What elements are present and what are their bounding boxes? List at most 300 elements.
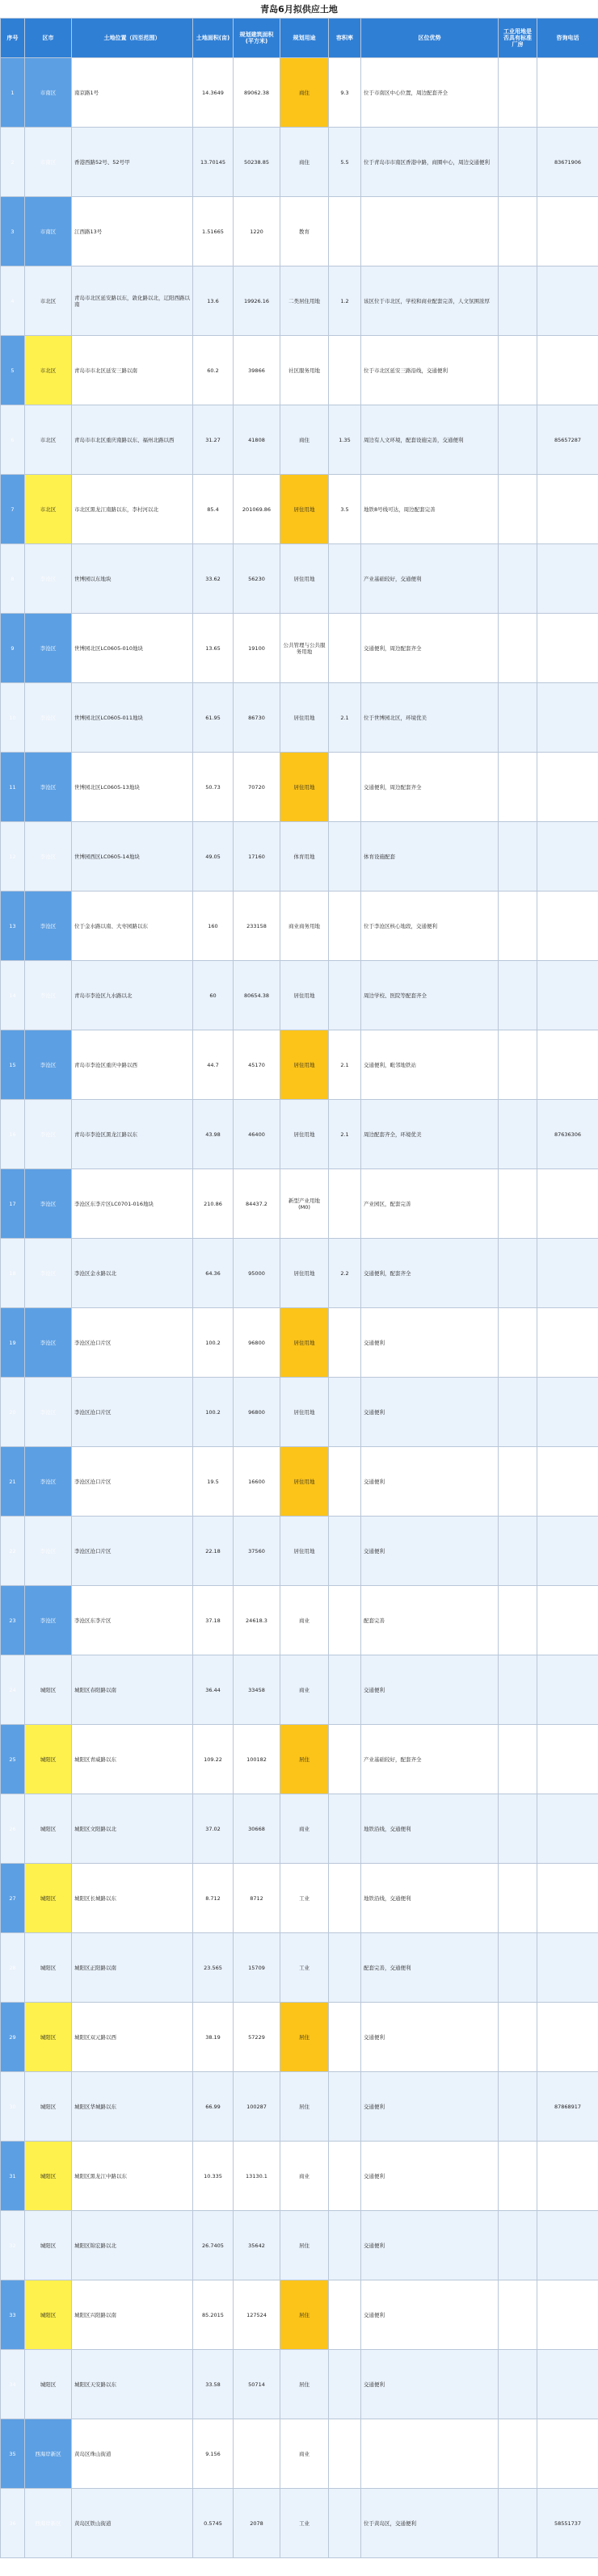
standard-plant-cell — [499, 2072, 537, 2142]
table-row — [1, 2142, 598, 2211]
table-row — [1, 1655, 598, 1725]
standard-plant-cell — [499, 1794, 537, 1864]
advantage-cell: 交通便利 — [361, 2142, 499, 2211]
location-cell: 李沧区沧口片区 — [72, 1517, 193, 1586]
standard-plant-cell — [499, 1447, 537, 1517]
land-use-cell: 居住 — [280, 2211, 329, 2280]
table-row — [1, 266, 598, 336]
advantage-cell: 位于青岛市市南区香港中路，商圈中心，周边交通便利 — [361, 128, 499, 197]
district-cell: 市南区 — [25, 58, 72, 128]
row-number: 10 — [1, 683, 25, 753]
gfa-cell: 30668 — [234, 1794, 280, 1864]
location-cell: 青岛市李沧区黑龙江路以东 — [72, 1100, 193, 1169]
district-cell: 李沧区 — [25, 614, 72, 683]
far-cell — [329, 1933, 361, 2003]
district-cell: 市南区 — [25, 128, 72, 197]
gfa-cell: 8712 — [234, 1864, 280, 1933]
district-cell: 李沧区 — [25, 683, 72, 753]
location-cell: 李沧区金水路以北 — [72, 1239, 193, 1308]
gfa-cell: 84437.2 — [234, 1169, 280, 1239]
far-cell: 3.5 — [329, 475, 361, 544]
advantage-cell: 交通便利 — [361, 2003, 499, 2072]
area-cell: 10.335 — [193, 2142, 234, 2211]
land-use-cell: 教育 — [280, 197, 329, 266]
far-cell — [329, 2003, 361, 2072]
row-number: 17 — [1, 1169, 25, 1239]
area-cell: 0.5745 — [193, 2489, 234, 2558]
row-number: 29 — [1, 2003, 25, 2072]
area-cell: 66.99 — [193, 2072, 234, 2142]
location-cell: 黄岛区珠山街道 — [72, 2419, 193, 2489]
standard-plant-cell — [499, 1517, 537, 1586]
gfa-cell: 100287 — [234, 2072, 280, 2142]
area-cell: 210.86 — [193, 1169, 234, 1239]
land-use-cell: 居住 — [280, 2003, 329, 2072]
area-cell: 23.565 — [193, 1933, 234, 2003]
standard-plant-cell — [499, 58, 537, 128]
land-use-cell: 居住用地 — [280, 1030, 329, 1100]
table-row — [1, 1864, 598, 1933]
phone-cell — [537, 2142, 598, 2211]
row-number: 27 — [1, 1864, 25, 1933]
advantage-cell: 该区位于市北区，学校和商业配套完善，人文氛围浓厚 — [361, 266, 499, 336]
area-cell: 8.712 — [193, 1864, 234, 1933]
area-cell: 64.36 — [193, 1239, 234, 1308]
far-cell — [329, 1794, 361, 1864]
area-cell: 37.02 — [193, 1794, 234, 1864]
phone-cell — [537, 1864, 598, 1933]
district-cell: 城阳区 — [25, 2072, 72, 2142]
row-number: 5 — [1, 336, 25, 405]
district-cell: 李沧区 — [25, 1308, 72, 1378]
district-cell: 市北区 — [25, 475, 72, 544]
far-cell — [329, 2280, 361, 2350]
phone-cell — [537, 475, 598, 544]
location-cell: 城阳区兴阳路以南 — [72, 2280, 193, 2350]
row-number: 6 — [1, 405, 25, 475]
row-number: 35 — [1, 2419, 25, 2489]
row-number: 11 — [1, 753, 25, 822]
area-cell: 36.44 — [193, 1655, 234, 1725]
advantage-cell: 交通便利 — [361, 1308, 499, 1378]
table-row — [1, 1725, 598, 1794]
district-cell: 城阳区 — [25, 2142, 72, 2211]
location-cell: 城阳区锦宏路以北 — [72, 2211, 193, 2280]
row-number: 2 — [1, 128, 25, 197]
far-cell — [329, 2211, 361, 2280]
gfa-cell: 45170 — [234, 1030, 280, 1100]
row-number: 7 — [1, 475, 25, 544]
land-use-cell: 居住 — [280, 1725, 329, 1794]
district-cell: 城阳区 — [25, 1794, 72, 1864]
area-cell: 22.18 — [193, 1517, 234, 1586]
gfa-cell: 57229 — [234, 2003, 280, 2072]
gfa-cell: 16600 — [234, 1447, 280, 1517]
land-use-cell: 居住用地 — [280, 683, 329, 753]
phone-cell: 83671906 — [537, 128, 598, 197]
far-cell — [329, 1169, 361, 1239]
table-header-row — [1, 19, 598, 58]
gfa-cell: 96800 — [234, 1308, 280, 1378]
row-number: 21 — [1, 1447, 25, 1517]
standard-plant-cell — [499, 197, 537, 266]
advantage-cell: 产业基础较好，配套齐全 — [361, 1725, 499, 1794]
gfa-cell: 80654.38 — [234, 961, 280, 1030]
standard-plant-cell — [499, 2489, 537, 2558]
table-row — [1, 2072, 598, 2142]
area-cell: 33.58 — [193, 2350, 234, 2419]
table-row — [1, 1794, 598, 1864]
far-cell: 9.3 — [329, 58, 361, 128]
advantage-cell: 产业园区，配套完善 — [361, 1169, 499, 1239]
gfa-cell: 39866 — [234, 336, 280, 405]
phone-cell — [537, 614, 598, 683]
standard-plant-cell — [499, 475, 537, 544]
far-cell — [329, 1725, 361, 1794]
standard-plant-cell — [499, 1239, 537, 1308]
district-cell: 城阳区 — [25, 1655, 72, 1725]
column-header: 区位优势 — [361, 19, 499, 58]
advantage-cell: 交通便利 — [361, 2350, 499, 2419]
standard-plant-cell — [499, 1586, 537, 1655]
row-number: 4 — [1, 266, 25, 336]
land-use-cell: 居住 — [280, 2350, 329, 2419]
row-number: 8 — [1, 544, 25, 614]
land-use-cell: 居住用地 — [280, 1447, 329, 1517]
area-cell: 44.7 — [193, 1030, 234, 1100]
standard-plant-cell — [499, 128, 537, 197]
gfa-cell: 50714 — [234, 2350, 280, 2419]
land-table — [0, 18, 598, 2558]
gfa-cell: 46400 — [234, 1100, 280, 1169]
advantage-cell: 交通便利，配套齐全 — [361, 1239, 499, 1308]
location-cell: 城阳区长城路以东 — [72, 1864, 193, 1933]
area-cell: 85.4 — [193, 475, 234, 544]
location-cell: 江西路13号 — [72, 197, 193, 266]
phone-cell — [537, 197, 598, 266]
table-row — [1, 1517, 598, 1586]
gfa-cell — [234, 2419, 280, 2489]
gfa-cell: 15709 — [234, 1933, 280, 2003]
table-row — [1, 2350, 598, 2419]
column-header: 咨询电话 — [537, 19, 598, 58]
advantage-cell: 交通便利，毗邻地铁站 — [361, 1030, 499, 1100]
far-cell — [329, 1864, 361, 1933]
table-body — [1, 58, 598, 2558]
location-cell: 青岛市市北区延安三路以南 — [72, 336, 193, 405]
phone-cell — [537, 2419, 598, 2489]
column-header: 容积率 — [329, 19, 361, 58]
phone-cell — [537, 266, 598, 336]
area-cell: 9.156 — [193, 2419, 234, 2489]
table-row — [1, 475, 598, 544]
gfa-cell: 201069.86 — [234, 475, 280, 544]
district-cell: 市北区 — [25, 405, 72, 475]
gfa-cell: 2078 — [234, 2489, 280, 2558]
phone-cell — [537, 544, 598, 614]
phone-cell — [537, 892, 598, 961]
area-cell: 38.19 — [193, 2003, 234, 2072]
phone-cell — [537, 1655, 598, 1725]
location-cell: 李沧区东李片区 — [72, 1586, 193, 1655]
gfa-cell: 56230 — [234, 544, 280, 614]
phone-cell — [537, 683, 598, 753]
standard-plant-cell — [499, 1030, 537, 1100]
location-cell: 青岛市北区延安路以东，敦化路以北，辽阳西路以南 — [72, 266, 193, 336]
district-cell: 城阳区 — [25, 2211, 72, 2280]
table-row — [1, 128, 598, 197]
standard-plant-cell — [499, 2211, 537, 2280]
far-cell — [329, 892, 361, 961]
advantage-cell: 交通便利 — [361, 2211, 499, 2280]
row-number: 3 — [1, 197, 25, 266]
advantage-cell: 周边学校、医院等配套齐全 — [361, 961, 499, 1030]
standard-plant-cell — [499, 1933, 537, 2003]
far-cell — [329, 544, 361, 614]
far-cell — [329, 1378, 361, 1447]
far-cell: 5.5 — [329, 128, 361, 197]
advantage-cell: 位于李沧区核心地段，交通便利 — [361, 892, 499, 961]
area-cell: 1.51665 — [193, 197, 234, 266]
district-cell: 城阳区 — [25, 2350, 72, 2419]
area-cell: 37.18 — [193, 1586, 234, 1655]
column-header: 工业用地是否具有标准厂房 — [499, 19, 537, 58]
district-cell: 李沧区 — [25, 1030, 72, 1100]
standard-plant-cell — [499, 2142, 537, 2211]
location-cell: 黄岛区铁山街道 — [72, 2489, 193, 2558]
gfa-cell: 37560 — [234, 1517, 280, 1586]
gfa-cell: 233158 — [234, 892, 280, 961]
column-header: 规划用途 — [280, 19, 329, 58]
standard-plant-cell — [499, 892, 537, 961]
phone-cell — [537, 961, 598, 1030]
row-number: 36 — [1, 2489, 25, 2558]
district-cell: 李沧区 — [25, 1169, 72, 1239]
row-number: 15 — [1, 1030, 25, 1100]
location-cell: 城阳区春阳路以南 — [72, 1655, 193, 1725]
table-row — [1, 1100, 598, 1169]
phone-cell — [537, 1239, 598, 1308]
gfa-cell: 50238.85 — [234, 128, 280, 197]
location-cell: 世博园以东地块 — [72, 544, 193, 614]
standard-plant-cell — [499, 1864, 537, 1933]
far-cell — [329, 614, 361, 683]
advantage-cell: 交通便利 — [361, 1655, 499, 1725]
row-number: 12 — [1, 822, 25, 892]
table-row — [1, 1030, 598, 1100]
table-row — [1, 1933, 598, 2003]
land-use-cell: 工业 — [280, 1864, 329, 1933]
land-use-cell: 居住用地 — [280, 753, 329, 822]
row-number: 34 — [1, 2350, 25, 2419]
table-row — [1, 1586, 598, 1655]
far-cell — [329, 1517, 361, 1586]
row-number: 31 — [1, 2142, 25, 2211]
land-use-cell: 居住用地 — [280, 961, 329, 1030]
district-cell: 城阳区 — [25, 1725, 72, 1794]
far-cell — [329, 2489, 361, 2558]
gfa-cell: 70720 — [234, 753, 280, 822]
location-cell: 香港西路52号、52号甲 — [72, 128, 193, 197]
area-cell: 33.62 — [193, 544, 234, 614]
far-cell — [329, 1308, 361, 1378]
standard-plant-cell — [499, 1169, 537, 1239]
location-cell: 青岛市市北区重庆南路以东、福州北路以西 — [72, 405, 193, 475]
district-cell: 李沧区 — [25, 961, 72, 1030]
phone-cell — [537, 1933, 598, 2003]
area-cell: 13.6 — [193, 266, 234, 336]
location-cell: 城阳区双元路以西 — [72, 2003, 193, 2072]
table-row — [1, 544, 598, 614]
table-row — [1, 892, 598, 961]
row-number: 28 — [1, 1933, 25, 2003]
land-use-cell: 商业 — [280, 1655, 329, 1725]
gfa-cell: 24618.3 — [234, 1586, 280, 1655]
far-cell — [329, 336, 361, 405]
far-cell — [329, 2350, 361, 2419]
table-row — [1, 822, 598, 892]
advantage-cell: 交通便利 — [361, 1517, 499, 1586]
far-cell — [329, 2142, 361, 2211]
location-cell: 李沧区沧口片区 — [72, 1378, 193, 1447]
land-use-cell: 居住用地 — [280, 1308, 329, 1378]
phone-cell — [537, 753, 598, 822]
land-use-cell: 商住 — [280, 128, 329, 197]
advantage-cell: 配套完善，交通便利 — [361, 1933, 499, 2003]
table-row — [1, 753, 598, 822]
advantage-cell — [361, 197, 499, 266]
area-cell: 100.2 — [193, 1308, 234, 1378]
phone-cell — [537, 2350, 598, 2419]
advantage-cell: 位于市北区延安三路沿线，交通便利 — [361, 336, 499, 405]
table-row — [1, 2489, 598, 2558]
area-cell: 60 — [193, 961, 234, 1030]
district-cell: 市北区 — [25, 266, 72, 336]
gfa-cell: 127524 — [234, 2280, 280, 2350]
far-cell: 2.2 — [329, 1239, 361, 1308]
far-cell: 1.2 — [329, 266, 361, 336]
standard-plant-cell — [499, 1655, 537, 1725]
table-row — [1, 336, 598, 405]
district-cell: 李沧区 — [25, 753, 72, 822]
land-use-cell: 居住用地 — [280, 1517, 329, 1586]
standard-plant-cell — [499, 822, 537, 892]
location-cell: 世博园北区LC0605-13地块 — [72, 753, 193, 822]
row-number: 18 — [1, 1239, 25, 1308]
location-cell: 城阳区天安路以东 — [72, 2350, 193, 2419]
phone-cell: 58551737 — [537, 2489, 598, 2558]
row-number: 16 — [1, 1100, 25, 1169]
table-row — [1, 2211, 598, 2280]
gfa-cell: 41808 — [234, 405, 280, 475]
land-use-cell: 工业 — [280, 2489, 329, 2558]
far-cell: 2.1 — [329, 1100, 361, 1169]
advantage-cell: 周边配套齐全，环境优美 — [361, 1100, 499, 1169]
area-cell: 85.2015 — [193, 2280, 234, 2350]
land-use-cell: 商业 — [280, 2142, 329, 2211]
row-number: 26 — [1, 1794, 25, 1864]
district-cell: 李沧区 — [25, 1378, 72, 1447]
land-use-cell: 居住用地 — [280, 1239, 329, 1308]
gfa-cell: 13130.1 — [234, 2142, 280, 2211]
area-cell: 60.2 — [193, 336, 234, 405]
area-cell: 50.73 — [193, 753, 234, 822]
row-number: 19 — [1, 1308, 25, 1378]
phone-cell: 87868917 — [537, 2072, 598, 2142]
column-header: 区市 — [25, 19, 72, 58]
location-cell: 位于金水路以南、大枣园路以东 — [72, 892, 193, 961]
phone-cell — [537, 1586, 598, 1655]
area-cell: 31.27 — [193, 405, 234, 475]
area-cell: 19.5 — [193, 1447, 234, 1517]
phone-cell — [537, 1725, 598, 1794]
standard-plant-cell — [499, 2419, 537, 2489]
district-cell: 市北区 — [25, 336, 72, 405]
location-cell: 李沧区沧口片区 — [72, 1447, 193, 1517]
location-cell: 世博园北区LC0605-011地块 — [72, 683, 193, 753]
table-row — [1, 1239, 598, 1308]
phone-cell — [537, 1169, 598, 1239]
far-cell — [329, 961, 361, 1030]
district-cell: 李沧区 — [25, 1517, 72, 1586]
advantage-cell: 位于市南区中心位置，周边配套齐全 — [361, 58, 499, 128]
table-row — [1, 1447, 598, 1517]
phone-cell — [537, 1030, 598, 1100]
area-cell: 61.95 — [193, 683, 234, 753]
standard-plant-cell — [499, 1378, 537, 1447]
land-use-cell: 社区服务用地 — [280, 336, 329, 405]
far-cell — [329, 753, 361, 822]
standard-plant-cell — [499, 405, 537, 475]
location-cell: 世博园西区LC0605-14地块 — [72, 822, 193, 892]
table-row — [1, 1308, 598, 1378]
far-cell — [329, 1447, 361, 1517]
district-cell: 西海岸新区 — [25, 2419, 72, 2489]
location-cell: 世博园北区LC0605-010地块 — [72, 614, 193, 683]
far-cell: 2.1 — [329, 683, 361, 753]
phone-cell — [537, 2211, 598, 2280]
district-cell: 李沧区 — [25, 892, 72, 961]
standard-plant-cell — [499, 961, 537, 1030]
advantage-cell: 交通便利 — [361, 1378, 499, 1447]
standard-plant-cell — [499, 266, 537, 336]
district-cell: 西海岸新区 — [25, 2489, 72, 2558]
land-use-cell: 居住用地 — [280, 1100, 329, 1169]
advantage-cell: 交通便利 — [361, 1447, 499, 1517]
gfa-cell: 33458 — [234, 1655, 280, 1725]
district-cell: 市南区 — [25, 197, 72, 266]
far-cell — [329, 822, 361, 892]
standard-plant-cell — [499, 753, 537, 822]
district-cell: 李沧区 — [25, 1239, 72, 1308]
location-cell: 城阳区华城路以东 — [72, 2072, 193, 2142]
land-use-cell: 居住 — [280, 2072, 329, 2142]
land-use-cell: 商业 — [280, 2419, 329, 2489]
phone-cell — [537, 1794, 598, 1864]
district-cell: 李沧区 — [25, 822, 72, 892]
row-number: 25 — [1, 1725, 25, 1794]
district-cell: 城阳区 — [25, 2280, 72, 2350]
land-use-cell: 居住用地 — [280, 544, 329, 614]
phone-cell — [537, 336, 598, 405]
advantage-cell: 地铁沿线，交通便利 — [361, 1864, 499, 1933]
row-number: 30 — [1, 2072, 25, 2142]
table-row — [1, 961, 598, 1030]
far-cell — [329, 2072, 361, 2142]
district-cell: 城阳区 — [25, 1864, 72, 1933]
area-cell: 13.65 — [193, 614, 234, 683]
advantage-cell: 位于黄岛区，交通便利 — [361, 2489, 499, 2558]
